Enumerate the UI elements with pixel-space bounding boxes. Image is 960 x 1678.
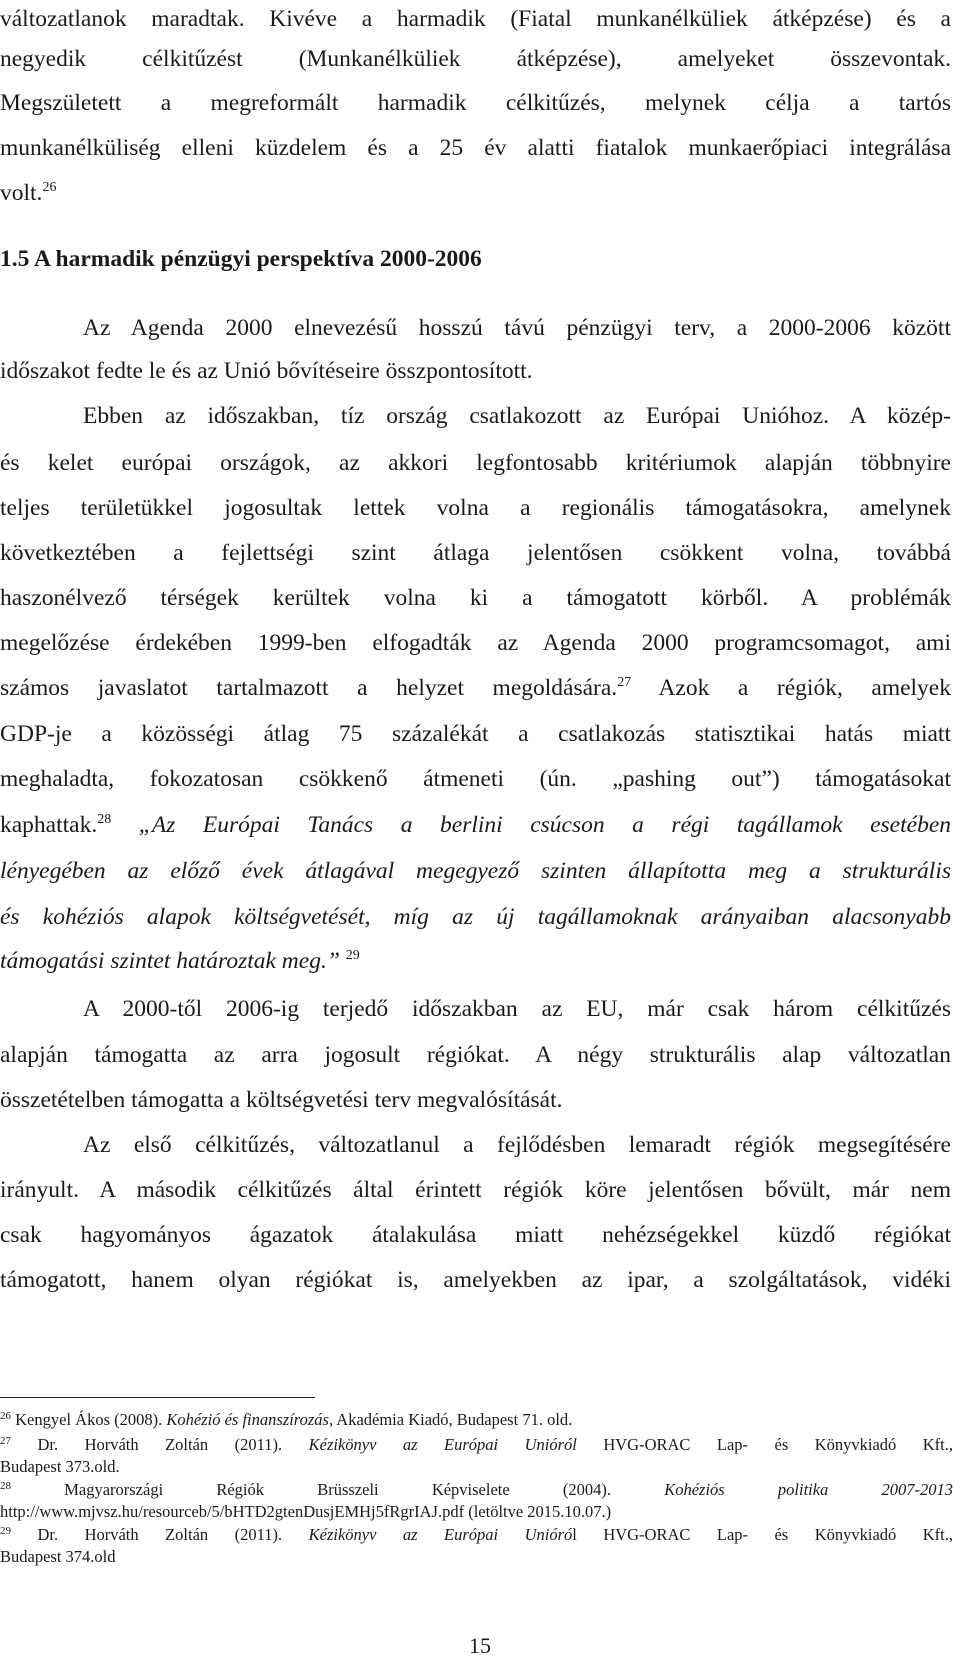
text-line: támogatási szintet határoztak meg.” $^{29}$ — [0, 948, 360, 974]
footnote-28: $^{28}$ Magyarországi Régiók Brüsszeli Képviselete (2004). Kohéziós politika 2007-2013 — [0, 1480, 954, 1499]
text-line: haszonélvező térségek kerültek volna ki a támogatott körből. A problémák — [0, 585, 951, 611]
page-number: 15 — [469, 1633, 491, 1658]
text-line: és kohéziós alapok költségvetését, míg az új tagállamoknak arányaiban alacsonyabb — [0, 904, 951, 930]
text-line: Megszületett a megreformált harmadik célkitűzés, melynek célja a tartós — [0, 90, 951, 116]
text-line: csak hagyományos ágazatok átalakulása miatt nehézségekkel küzdő régiókat — [0, 1222, 951, 1248]
footnote-27: $^{27}$ Dr. Horváth Zoltán (2011). Kézikönyv az Európai Unióról HVG-ORAC Lap- és Könyvkiadó Kft., — [0, 1435, 953, 1454]
text-line: teljes területükkel jogosultak lettek volna a regionális támogatásokra, amelynek — [0, 495, 951, 521]
footnote-29-cont: Budapest 374.old — [0, 1547, 116, 1566]
text-line: összetételben támogatta a költségvetési terv megvalósítását. — [0, 1087, 563, 1113]
text-line: támogatott, hanem olyan régiókat is, amelyekben az ipar, a szolgáltatások, vidéki — [0, 1267, 951, 1293]
section-heading: 1.5 A harmadik pénzügyi perspektíva 2000-2006 — [0, 246, 482, 272]
footnote-ref: 26 — [42, 180, 57, 195]
text-line: számos javaslatot tartalmazott a helyzet megoldására.$^{27}$ Azok a régiók, amelyek — [0, 675, 951, 701]
text-line: munkanélküliség elleni küzdelem és a 25 év alatti fiatalok munkaerőpiaci integrálása — [0, 135, 951, 161]
footnote-26: $^{26}$ Kengyel Ákos (2008). Kohézió és finanszírozás, Akadémia Kiadó, Budapest 71. old. — [0, 1410, 573, 1429]
text-line: A 2000-től 2006-ig terjedő időszakban az EU, már csak három célkitűzés — [83, 996, 951, 1022]
text-line: Az Agenda 2000 elnevezésű hosszú távú pénzügyi terv, a 2000-2006 között — [83, 315, 951, 341]
text-line: meghaladta, fokozatosan csökkenő átmeneti (ún. „pashing out”) támogatásokat — [0, 766, 951, 792]
text-line: GDP-je a közösségi átlag 75 százalékát a csatlakozás statisztikai hatás miatt — [0, 721, 951, 747]
text-line: Ebben az időszakban, tíz ország csatlakozott az Európai Unióhoz. A közép- — [83, 403, 951, 429]
footnote-separator — [0, 1397, 315, 1398]
text-line: időszakot fedte le és az Unió bővítéseire összpontosított. — [0, 358, 533, 384]
text-line: változatlanok maradtak. Kivéve a harmadik (Fiatal munkanélküliek átképzése) és a — [0, 6, 951, 32]
footnote-27-cont: Budapest 373.old. — [0, 1457, 120, 1476]
text-line: Az első célkitűzés, változatlanul a fejlődésben lemaradt régiók megsegítésére — [83, 1132, 951, 1158]
text-line: kaphattak.$^{28}$ „Az Európai Tanács a berlini csúcson a régi tagállamok esetében — [0, 812, 951, 838]
text-line: volt.$^{26}$ — [0, 180, 57, 206]
footnote-ref: 28 — [97, 812, 112, 827]
text-line: megelőzése érdekében 1999-ben elfogadták az Agenda 2000 programcsomagot, ami — [0, 630, 951, 656]
text-line: alapján támogatta az arra jogosult régiókat. A négy strukturális alap változatlan — [0, 1042, 951, 1068]
text-line: negyedik célkitűzést (Munkanélküliek átképzése), amelyeket összevontak. — [0, 46, 951, 72]
footnote-28-cont: http://www.mjvsz.hu/resourceb/5/bHTD2gtenDusjEMHj5fRgrIAJ.pdf (letöltve 2015.10.07.) — [0, 1502, 612, 1521]
footnote-ref: 29 — [345, 948, 360, 963]
text-line: következtében a fejlettségi szint átlaga jelentősen csökkent volna, továbbá — [0, 540, 951, 566]
text-line: és kelet európai országok, az akkori legfontosabb kritériumok alapján többnyire — [0, 450, 951, 476]
text-line: irányult. A második célkitűzés által érintett régiók köre jelentősen bővült, már nem — [0, 1177, 951, 1203]
footnote-29: $^{29}$ Dr. Horváth Zoltán (2011). Kézikönyv az Európai Unióról HVG-ORAC Lap- és Könyvkiadó Kft., — [0, 1525, 953, 1544]
footnote-ref: 27 — [617, 675, 632, 690]
text-line: lényegében az előző évek átlagával megegyező szinten állapította meg a strukturális — [0, 858, 951, 884]
